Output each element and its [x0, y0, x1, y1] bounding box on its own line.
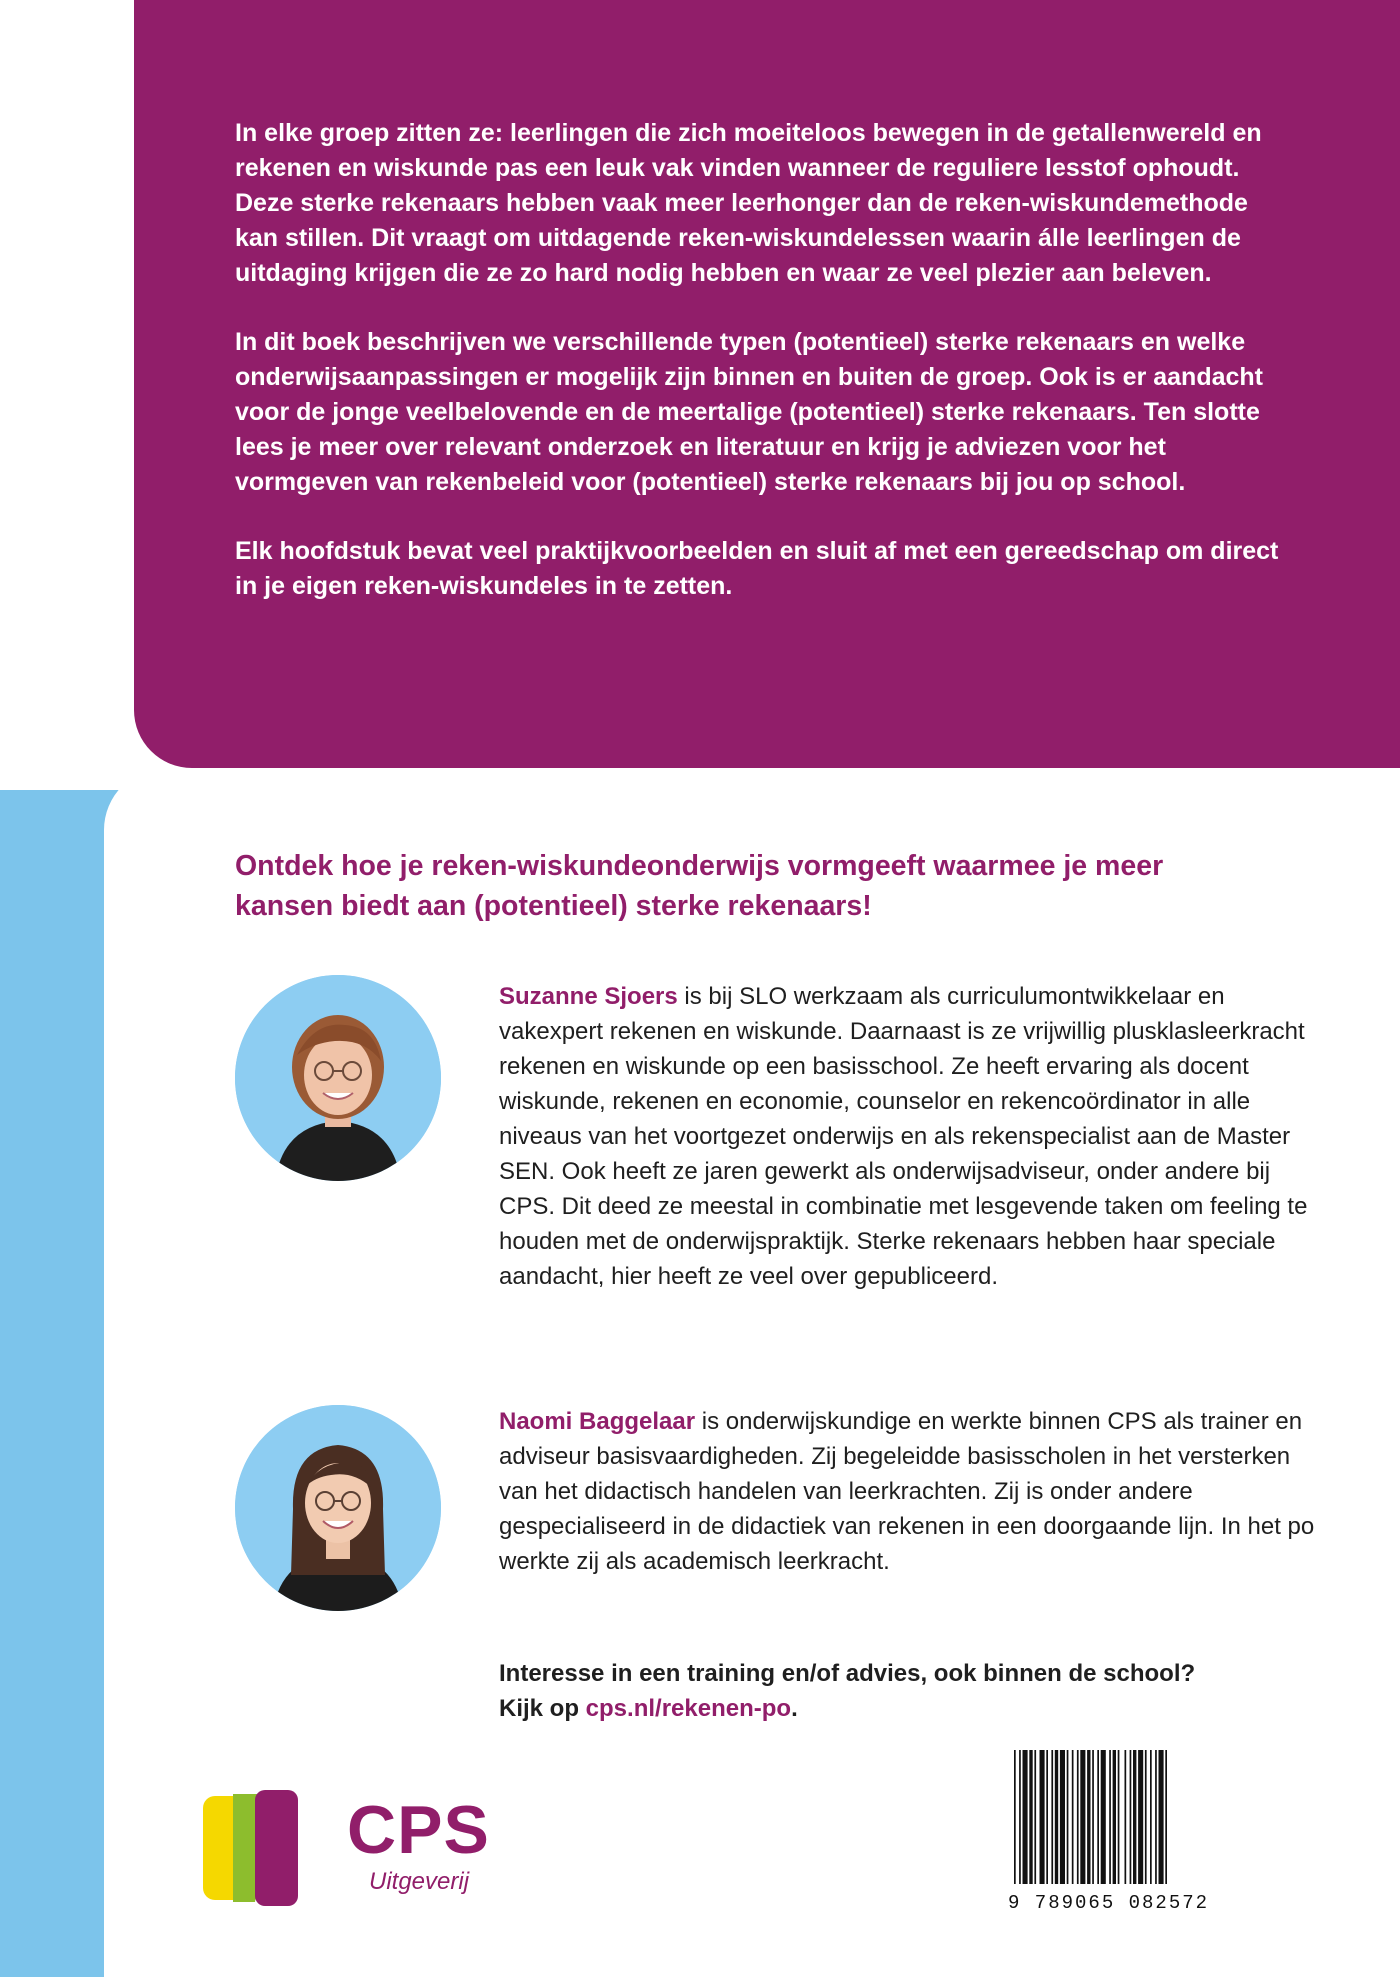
cta-link[interactable]: cps.nl/rekenen-po — [585, 1695, 792, 1722]
intro-text — [235, 116, 1295, 638]
barcode-bar — [1080, 1750, 1085, 1884]
barcode-bar — [1014, 1750, 1016, 1884]
cta-line-1: Interesse in een training en/of advies, ook binnen de school? — [499, 1660, 1196, 1687]
intro-paragraph-1: In elke groep zitten ze: leerlingen die zich moeiteloos bewegen in de getallenwereld en rekenen en wiskunde pas een leuk vak vinden wanneer de reguliere lesstof ophoudt. Deze sterke rekenaars hebben vaak meer leerhonger dan de reken-wiskundemethode kan stillen. Dit vraagt om uitdagende reken-wiskundelessen waarin álle leerlingen de uitdaging krijgen die ze zo hard nodig hebben en waar ze veel plezier aan beleven. — [235, 119, 1262, 287]
barcode-bar — [1087, 1750, 1090, 1884]
barcode-bar — [1051, 1750, 1053, 1884]
barcode-bar — [1118, 1750, 1120, 1884]
barcode-bar — [1077, 1750, 1079, 1884]
barcode-bar — [1034, 1750, 1036, 1884]
barcode-bar — [1072, 1750, 1074, 1884]
barcode-bar — [1159, 1750, 1164, 1884]
isbn-barcode — [1008, 1750, 1248, 1915]
author-bio-text-suzanne: is bij SLO werkzaam als curriculumontwikkelaar en vakexpert rekenen en wiskunde. Daarnaast is ze vrijwillig plusklasleerkracht rekenen en wiskunde op een basisschool. Ze heeft ervaring als docent wiskunde, rekenen en economie, counselor en rekencoördinator in alle niveaus van het voortgezet onderwijs en als rekenspecialist aan de Master SEN. Ook heeft ze jaren gewerkt als onderwijsadviseur, onder andere bij CPS. Dit deed ze meestal in combinatie met lesgevende taken om feeling te houden met de onderwijspraktijk. Sterke rekenaars hebben haar speciale aandacht, hier heeft ze veel over gepubliceerd. — [499, 983, 1308, 1290]
barcode-bars-icon — [1008, 1750, 1248, 1890]
publisher-name: CPS — [347, 1792, 490, 1868]
barcode-bar — [1125, 1750, 1127, 1884]
author-bio-suzanne — [499, 979, 1319, 1294]
barcode-digits: 9 789065 082572 — [1008, 1892, 1210, 1914]
publisher-logo — [203, 1790, 503, 1910]
barcode-bar — [1046, 1750, 1048, 1884]
publisher-subtitle: Uitgeverij — [369, 1868, 470, 1895]
intro-paragraph-2: In dit boek beschrijven we verschillende typen (potentieel) sterke rekenaars en welke onderwijsaanpassingen er mogelijk zijn binnen en buiten de groep. Ook is er aandacht voor de jonge veelbelovende en de meertalige (potentieel) sterke rekenaars. Ten slotte lees je meer over relevant onderzoek en literatuur en krijg je adviezen voor het vormgeven van rekenbeleid voor (potentieel) sterke rekenaars bij jou op school. — [235, 328, 1263, 496]
barcode-bar — [1101, 1750, 1106, 1884]
cta-line-2 — [499, 1691, 1319, 1726]
portrait-icon — [235, 975, 441, 1181]
barcode-bar — [1113, 1750, 1116, 1884]
barcode-bar — [1145, 1750, 1147, 1884]
barcode-bar — [1130, 1750, 1132, 1884]
cta-prefix: Kijk op — [499, 1695, 586, 1722]
author-bio-naomi — [499, 1404, 1319, 1579]
author-bio-text-naomi: is onderwijskundige en werkte binnen CPS als trainer en adviseur basisvaardigheden. Zij begeleidde basisscholen in het versterken van het didactisch handelen van leerkrachten. Zij is onder andere gespecialiseerd in de didactiek van rekenen in een doorgaande lijn. In het po werkte zij als academisch leerkracht. — [499, 1408, 1315, 1575]
barcode-bar — [1138, 1750, 1143, 1884]
call-to-action — [499, 1656, 1319, 1726]
author-name-suzanne: Suzanne Sjoers — [499, 983, 678, 1010]
barcode-bar — [1019, 1750, 1021, 1884]
author-name-naomi: Naomi Baggelaar — [499, 1408, 696, 1435]
barcode-bar — [1109, 1750, 1111, 1884]
barcode-bar — [1150, 1750, 1152, 1884]
cta-suffix: . — [791, 1695, 798, 1722]
barcode-bar — [1040, 1750, 1045, 1884]
left-margin-white — [0, 0, 140, 800]
cps-logo-mark-icon — [203, 1790, 298, 1906]
barcode-bar — [1023, 1750, 1028, 1884]
author-photo-naomi — [235, 1405, 441, 1611]
barcode-bar — [1067, 1750, 1069, 1884]
portrait-icon — [235, 1405, 441, 1611]
barcode-bar — [1097, 1750, 1099, 1884]
tagline: Ontdek hoe je reken-wiskundeonderwijs vormgeeft waarmee je meer kansen biedt aan (potentieel) sterke rekenaars! — [235, 850, 1164, 922]
barcode-bar — [1055, 1750, 1058, 1884]
author-photo-suzanne — [235, 975, 441, 1181]
intro-paragraph-3: Elk hoofdstuk bevat veel praktijkvoorbeelden en sluit af met een gereedschap om direct in je eigen reken-wiskundeles in te zetten. — [235, 537, 1279, 600]
barcode-bar — [1133, 1750, 1136, 1884]
barcode-bar — [1029, 1750, 1032, 1884]
barcode-bar — [1165, 1750, 1167, 1884]
barcode-bar — [1092, 1750, 1094, 1884]
barcode-bar — [1155, 1750, 1157, 1884]
barcode-bar — [1060, 1750, 1065, 1884]
